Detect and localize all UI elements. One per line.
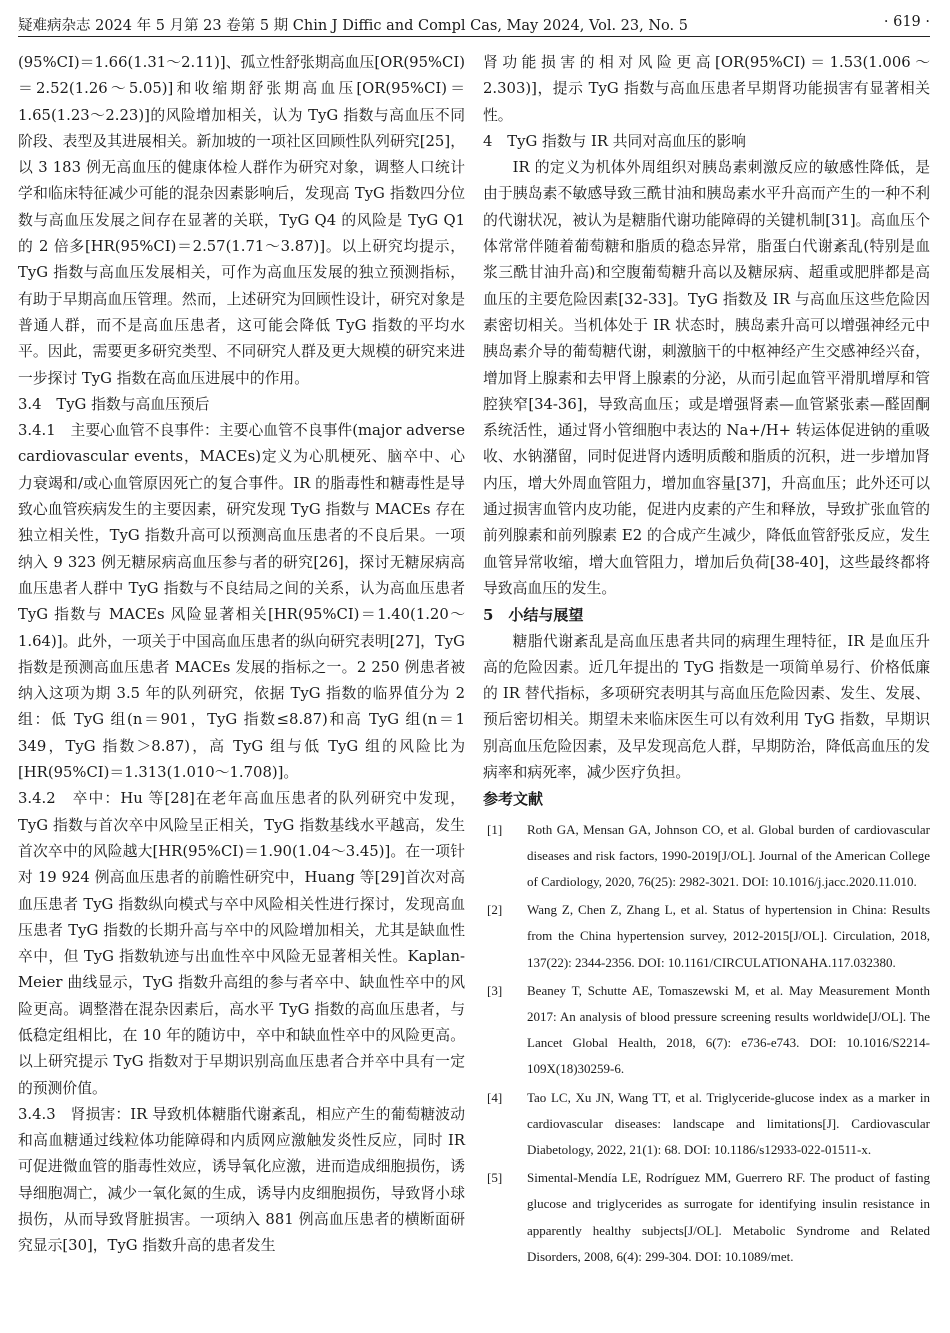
reference-text: Roth GA, Mensan GA, Johnson CO, et al. Global burden of cardiovascular diseases and risk factors, 1990-2019[J/OL]. Journal of the American College of Cardiology, 2020, 76(25): 2982-3021. DOI: 10.1016/j.jacc.2020.11.010. [527,821,930,890]
section-heading-5: 5 小结与展望 [483,606,584,625]
subsection-3-4-3: 3.4.3 肾损害：IR 导致机体糖脂代谢紊乱，相应产生的葡萄糖波动和高血糖通过线粒体功能障碍和内质网应激触发炎性反应，同时 IR 可促进微血管的脂毒性效应，诱导氧化应激，进而造成细胞损伤，诱导细胞凋亡，减少一氧化氮的生成，诱导内皮细胞损伤，导致肾小球损伤，从而导致肾脏损害。一项纳入 881 例高血压患者的横断面研究显示[30]，TyG 指数升高的患者发生 [18,1105,465,1255]
reference-item [483,1085,930,1164]
reference-number: [2] [487,902,503,918]
reference-number: [1] [487,821,503,837]
section-5-body: 糖脂代谢紊乱是高血压患者共同的病理生理特征，IR 是血压升高的危险因素。近几年提出的 TyG 指数是一项简单易行、价格低廉的 IR 替代指标，多项研究表明其与高血压危险因素、发生、发展、预后密切相关。期望未来临床医生可以有效利用 TyG 指数，早期识别高血压危险因素，及早发现高危人群，早期防治，降低高血压的发病率和病死率，减少医疗负担。 [483,632,930,782]
reference-number: [3] [487,982,503,998]
section-heading-3-4: 3.4 TyG 指数与高血压预后 [18,395,210,413]
reference-text: Wang Z, Chen Z, Zhang L, et al. Status of hypertension in China: Results from the China hypertension survey, 2012-2015[J/OL]. Circulation, 2018, 137(22): 2344-2356. DOI: 10.1161/CIRCULATIONAHA.117.032380. [527,902,930,970]
reference-list [483,817,930,1270]
journal-citation: 疑难病杂志 2024 年 5 月第 23 卷第 5 期 Chin J Diffic and Compl Cas, May 2024, Vol. 23, No. 5 [18,18,688,34]
reference-item [483,897,930,976]
right-column [483,50,930,1272]
reference-item [483,1165,930,1270]
reference-number: [4] [487,1089,503,1105]
reference-text: Tao LC, Xu JN, Wang TT, et al. Triglyceride-glucose index as a marker in cardiovascular diseases: landscape and limitations[J]. Cardiovascular Diabetology, 2022, 21(1): 68. DOI: 10.1186/s12933-022-01511-x. [527,1089,930,1158]
reference-item [483,978,930,1083]
running-header [18,10,930,37]
subsection-3-4-1: 3.4.1 主要心血管不良事件：主要心血管不良事件(major adverse cardiovascular events，MACEs)定义为心肌梗死、脑卒中、心力衰竭和/或心血管原因死亡的复合事件。IR 的脂毒性和糖毒性是导致心血管疾病发生的主要因素，研究发现 TyG 指数与 MACEs 存在独立相关性，TyG 指数升高可以预测高血压患者的不良后果。一项纳入 9 323 例无糖尿病高血压参与者的研究[26]，探讨无糖尿病高血压患者人群中 TyG 指数与不良结局之间的关系，认为高血压患者 TyG 指数与 MACEs 风险显著相关[HR(95%CI)＝1.40(1.20～1.64)]。此外，一项关于中国高血压患者的纵向研究表明[27]，TyG 指数是预测高血压患者 MACEs 发展的指标之一。2 250 例患者被纳入这项为期 3.5 年的队列研究，依据 TyG 指数的临界值分为 2 组：低 TyG 组(n＝901，TyG 指数≤8.87)和高 TyG 组(n＝1 349，TyG 指数＞8.87)，高 TyG 组与低 TyG 组的风险比为[HR(95%CI)＝1.313(1.010～1.708)]。 [18,422,465,782]
subsection-3-4-2: 3.4.2 卒中：Hu 等[28]在老年高血压患者的队列研究中发现，TyG 指数与首次卒中风险呈正相关，TyG 指数基线水平越高，发生首次卒中的风险越大[HR(95%CI)＝1.90(1.04～3.45)]。在一项针对 19 924 例高血压患者的前瞻性研究中，Huang 等[29]首次对高血压患者 TyG 指数纵向模式与卒中风险相关性进行探讨，发现高血压患者 TyG 指数的长期升高与卒中的风险增加相关，尤其是缺血性卒中，但 TyG 指数轨迹与出血性卒中风险无显著相关性。Kaplan-Meier 曲线显示，TyG 指数升高组的参与者卒中、缺血性卒中的风险更高。调整潜在混杂因素后，高水平 TyG 指数的高血压患者，与低稳定组相比，在 10 年的随访中，卒中和缺血性卒中的风险更高。以上研究提示 TyG 指数对于早期识别高血压患者合并卒中具有一定的预测价值。 [18,790,465,1097]
left-column [18,50,465,1260]
page-number: · 619 · [883,14,930,30]
paragraph-continued: (95%CI)＝1.66(1.31～2.11)]、孤立性舒张期高血压[OR(95%CI)＝2.52(1.26～5.05)]和收缩期舒张期高血压[OR(95%CI)＝1.65(1.23～2.23)]的风险增加相关，认为 TyG 指数与高血压不同阶段、表型及其进展相关。新加坡的一项社区回顾性队列研究[25]，以 3 183 例无高血压的健康体检人群作为研究对象，调整人口统计学和临床特征减少可能的混杂因素影响后，发现高 TyG 指数四分位数与高血压发展之间存在显著的关联，TyG Q4 的风险是 TyG Q1 的 2 倍多[HR(95%CI)＝2.57(1.71～3.87)]。以上研究均提示，TyG 指数与高血压发展相关，可作为高血压发展的独立预测指标，有助于早期高血压管理。然而，上述研究为回顾性设计，研究对象是普通人群，而不是高血压患者，这可能会降低 TyG 指数的平均水平。因此，需要更多研究类型、不同研究人群及更大规模的研究来进一步探讨 TyG 指数在高血压进展中的作用。 [18,54,465,387]
reference-text: Beaney T, Schutte AE, Tomaszewski M, et al. May Measurement Month 2017: An analysis of blood pressure screening results worldwide[J/OL]. The Lancet Global Health, 2018, 6(7): e736-e743. DOI: 10.1016/S2214-109X(18)30259-6. [527,982,930,1077]
section-heading-4: 4 TyG 指数与 IR 共同对高血压的影响 [483,132,746,150]
reference-number: [5] [487,1170,503,1186]
reference-item [483,817,930,896]
reference-text: Simental-Mendía LE, Rodríguez MM, Guerrero RF. The product of fasting glucose and triglycerides as surrogate for identifying insulin resistance in apparently healthy subjects[J/OL]. Metabolic Syndrome and Related Disorders, 2008, 6(4): 299-304. DOI: 10.1089/met. [527,1170,930,1264]
paragraph-continued-right: 肾功能损害的相对风险更高[OR(95%CI)＝1.53(1.006～2.303)]，提示 TyG 指数与高血压患者早期肾功能损害有显著相关性。 [483,54,930,124]
section-4-body: IR 的定义为机体外周组织对胰岛素刺激反应的敏感性降低，是由于胰岛素不敏感导致三酰甘油和胰岛素水平升高而产生的一种不利的代谢状况，被认为是糖脂代谢功能障碍的关键机制[31]。高血压个体常常伴随着葡萄糖和脂质的稳态异常，脂蛋白代谢紊乱(特别是血浆三酰甘油升高)和空腹葡萄糖升高以及糖尿病、超重或肥胖都是高血压的主要危险因素[32-33]。TyG 指数及 IR 与高血压这些危险因素密切相关。当机体处于 IR 状态时，胰岛素升高可以增强神经元中胰岛素介导的葡萄糖代谢，刺激脑干的中枢神经产生交感神经兴奋，增加肾上腺素和去甲肾上腺素的分泌，从而引起血管平滑肌增厚和管腔狭窄[34-36]，导致高血压；或是增强肾素—血管紧张素—醛固酮系统活性，通过肾小管细胞中表达的 Na+/H+ 转运体促进钠的重吸收、水钠潴留，同时促进肾内透明质酸和脂质的沉积，进一步增加肾内压，增大外周血管阻力，增加血容量[37]，升高血压；此外还可以通过损害血管内皮功能，促进内皮素的产生和释放，导致扩张血管的前列腺素和前列腺素 E2 的合成产生减少，降低血管舒张反应，发生血管异常收缩，增大血管阻力，增加后负荷[38-40]，这些最终都将导致高血压的发生。 [483,159,930,597]
references-title: 参考文献 [483,790,544,809]
